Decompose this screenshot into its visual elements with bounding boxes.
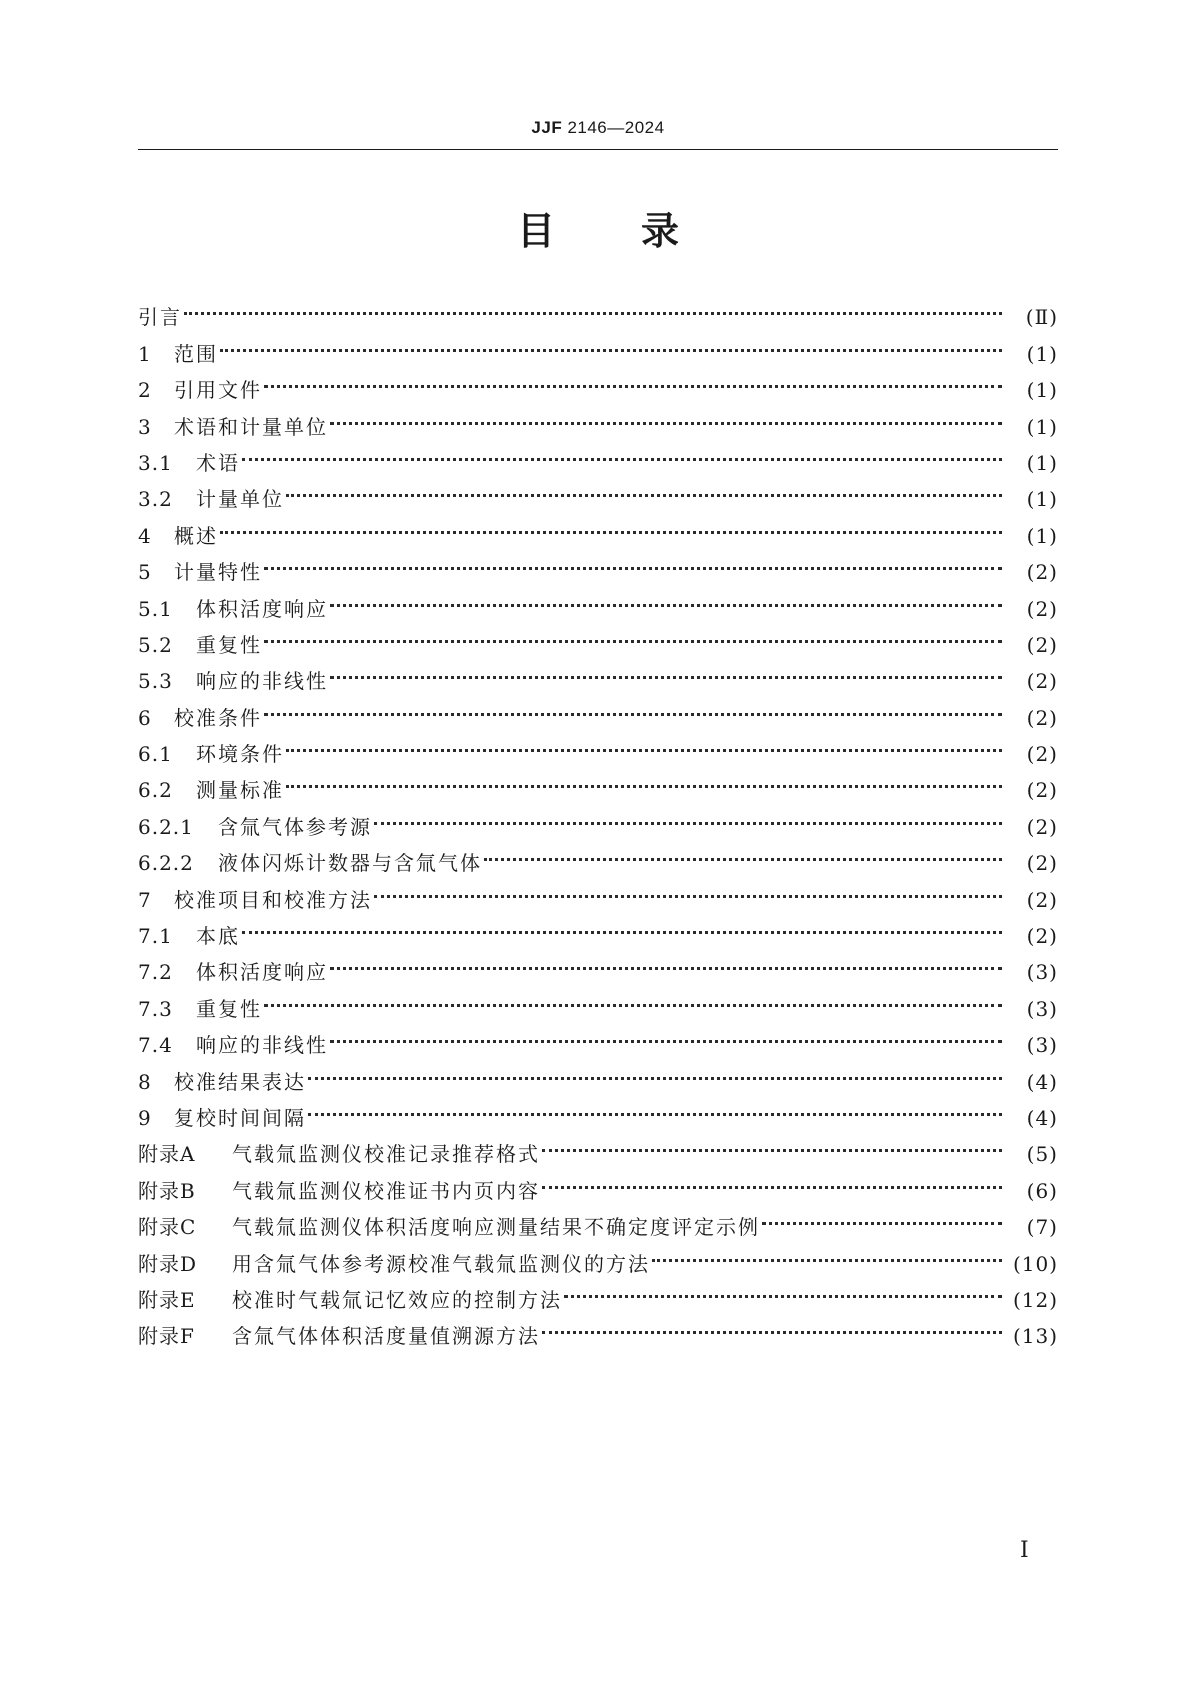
toc-entry-title: 引言 [138, 305, 182, 330]
toc-entry-page: (2) [1026, 560, 1058, 585]
toc-entry [138, 688, 1058, 730]
toc-leader-dots [184, 288, 1002, 324]
toc-entry-title: 用含氚气体参考源校准气载氚监测仪的方法 [232, 1251, 650, 1276]
toc-leader-dots [330, 1016, 1002, 1052]
toc-entry-number: 8 [138, 1069, 152, 1094]
toc-entry-page: (2) [1026, 851, 1058, 876]
toc-entry-title: 含氚气体体积活度量值溯源方法 [232, 1324, 540, 1349]
table-of-contents [138, 288, 1058, 1349]
toc-leader-dots [264, 979, 1002, 1015]
toc-entry-number: 5.1 [138, 596, 173, 621]
toc-entry-title: 响应的非线性 [196, 1033, 328, 1058]
toc-entry-number: 3.1 [138, 450, 173, 475]
toc-entry [138, 543, 1058, 585]
toc-leader-dots [220, 506, 1002, 542]
toc-entry-title: 响应的非线性 [196, 669, 328, 694]
toc-entry-number: 6.2.2 [138, 851, 194, 876]
toc-entry [138, 725, 1058, 767]
toc-entry-page: (7) [1026, 1215, 1058, 1240]
toc-entry-number: 5.2 [138, 632, 173, 657]
toc-entry-title: 引用文件 [174, 378, 262, 403]
toc-leader-dots [542, 1161, 1002, 1197]
toc-entry [138, 616, 1058, 657]
toc-leader-dots [330, 579, 1002, 615]
toc-entry-title: 校准结果表达 [174, 1069, 306, 1094]
toc-entry-number: 6.2.1 [138, 814, 194, 839]
toc-entry-title: 校准项目和校准方法 [174, 887, 372, 912]
toc-entry-page: (2) [1026, 924, 1058, 949]
toc-entry-title: 环境条件 [196, 742, 284, 767]
toc-entry-page: (1) [1026, 378, 1058, 403]
code-prefix: JJF [531, 118, 563, 137]
toc-entry-page: (6) [1026, 1178, 1058, 1203]
toc-entry-page: (1) [1026, 450, 1058, 475]
toc-leader-dots [242, 907, 1002, 943]
toc-entry-number: 6 [138, 705, 152, 730]
toc-entry [138, 324, 1058, 366]
header-rule [138, 149, 1058, 150]
toc-entry-number: 1 [138, 341, 152, 366]
toc-leader-dots [762, 1198, 1002, 1234]
toc-entry-page: (2) [1026, 814, 1058, 839]
toc-entry-title: 气载氚监测仪体积活度响应测量结果不确定度评定示例 [232, 1215, 760, 1240]
toc-leader-dots [220, 324, 1002, 360]
toc-entry-page: (1) [1026, 487, 1058, 512]
toc-entry-title: 校准条件 [174, 705, 262, 730]
toc-entry-number: 附录B [138, 1178, 196, 1203]
toc-entry-number: 附录D [138, 1251, 198, 1276]
toc-leader-dots [264, 688, 1002, 724]
code-number: 2146—2024 [567, 118, 665, 137]
toc-entry-page: (2) [1026, 778, 1058, 803]
toc-leader-dots [564, 1271, 1002, 1307]
toc-entry-number: 7.4 [138, 1033, 173, 1058]
toc-entry-title: 复校时间间隔 [174, 1105, 306, 1130]
toc-entry-title: 气载氚监测仪校准证书内页内容 [232, 1178, 540, 1203]
toc-leader-dots [330, 943, 1002, 979]
toc-entry-page: (12) [1012, 1287, 1058, 1312]
toc-leader-dots [542, 1125, 1002, 1161]
toc-entry [138, 470, 1058, 512]
toc-leader-dots [374, 797, 1002, 833]
toc-entry-page: (5) [1026, 1142, 1058, 1167]
toc-entry-title: 体积活度响应 [196, 960, 328, 985]
toc-entry-title: 重复性 [196, 996, 262, 1021]
toc-leader-dots [264, 361, 1002, 397]
toc-entry [138, 506, 1058, 548]
toc-entry-number: 2 [138, 378, 152, 403]
toc-entry [138, 434, 1058, 475]
toc-entry-number: 附录F [138, 1324, 195, 1349]
toc-entry-page: (1) [1026, 523, 1058, 548]
toc-entry-number: 3.2 [138, 487, 173, 512]
toc-entry-page: (3) [1026, 996, 1058, 1021]
toc-entry [138, 361, 1058, 403]
toc-entry-page: (4) [1026, 1105, 1058, 1130]
toc-entry-number: 4 [138, 523, 152, 548]
toc-entry-title: 计量单位 [196, 487, 284, 512]
toc-entry-page: (2) [1026, 705, 1058, 730]
toc-entry-number: 7 [138, 887, 152, 912]
toc-leader-dots [330, 397, 1002, 433]
toc-entry [138, 907, 1058, 949]
toc-leader-dots [652, 1234, 1002, 1270]
toc-entry-page: (2) [1026, 596, 1058, 621]
toc-entry-number: 5 [138, 560, 152, 585]
toc-title: 目录 [516, 209, 765, 253]
toc-leader-dots [308, 1052, 1002, 1088]
toc-entry-page: (1) [1026, 414, 1058, 439]
toc-entry-number: 9 [138, 1105, 152, 1130]
toc-entry-number: 7.3 [138, 996, 173, 1021]
toc-entry-title: 本底 [196, 924, 240, 949]
toc-entry-page: (2) [1026, 742, 1058, 767]
toc-entry-number: 6.1 [138, 742, 173, 767]
toc-entry-title: 气载氚监测仪校准记录推荐格式 [232, 1142, 540, 1167]
toc-entry-title: 术语和计量单位 [174, 414, 328, 439]
toc-leader-dots [242, 434, 1002, 470]
toc-leader-dots [286, 470, 1002, 506]
toc-entry-page: (10) [1012, 1251, 1058, 1276]
toc-entry-title: 校准时气载氚记忆效应的控制方法 [232, 1287, 562, 1312]
toc-entry-number: 5.3 [138, 669, 173, 694]
toc-leader-dots [484, 834, 1002, 870]
toc-leader-dots [308, 1089, 1002, 1125]
toc-entry-title: 含氚气体参考源 [218, 814, 372, 839]
toc-entry-title: 范围 [174, 341, 218, 366]
toc-entry-page: (2) [1026, 887, 1058, 912]
toc-leader-dots [264, 616, 1002, 652]
toc-entry-page: (Ⅱ) [1025, 305, 1058, 330]
toc-entry [138, 979, 1058, 1021]
toc-leader-dots [286, 725, 1002, 761]
toc-entry-number: 附录E [138, 1287, 196, 1312]
toc-entry-page: (3) [1026, 960, 1058, 985]
toc-entry-page: (2) [1026, 669, 1058, 694]
toc-entry-title: 测量标准 [196, 778, 284, 803]
toc-entry [138, 579, 1058, 621]
toc-entry-title: 液体闪烁计数器与含氚气体 [218, 851, 482, 876]
toc-entry-number: 6.2 [138, 778, 173, 803]
toc-leader-dots [264, 543, 1002, 579]
toc-entry-title: 术语 [196, 450, 240, 475]
toc-entry [138, 652, 1058, 694]
page-folio: Ⅰ [1020, 1538, 1029, 1563]
toc-entry-page: (3) [1026, 1033, 1058, 1058]
toc-entry-number: 7.2 [138, 960, 173, 985]
toc-entry-page: (13) [1012, 1324, 1058, 1349]
toc-leader-dots [286, 761, 1002, 797]
toc-entry-title: 体积活度响应 [196, 596, 328, 621]
document-code-header [138, 118, 1058, 138]
toc-leader-dots [542, 1307, 1002, 1343]
toc-entry-page: (4) [1026, 1069, 1058, 1094]
toc-leader-dots [330, 652, 1002, 688]
toc-entry-title: 重复性 [196, 632, 262, 657]
toc-entry [138, 397, 1058, 439]
toc-entry-number: 附录C [138, 1215, 197, 1240]
toc-leader-dots [374, 870, 1002, 906]
toc-entry-number: 附录A [138, 1142, 196, 1167]
toc-entry-page: (1) [1026, 341, 1058, 366]
toc-entry-title: 概述 [174, 523, 218, 548]
toc-entry-number: 7.1 [138, 924, 173, 949]
toc-entry [138, 288, 1058, 330]
toc-entry-number: 3 [138, 414, 152, 439]
toc-entry-page: (2) [1026, 632, 1058, 657]
toc-entry [138, 943, 1058, 985]
toc-entry-title: 计量特性 [174, 560, 262, 585]
toc-entry [138, 1016, 1058, 1058]
